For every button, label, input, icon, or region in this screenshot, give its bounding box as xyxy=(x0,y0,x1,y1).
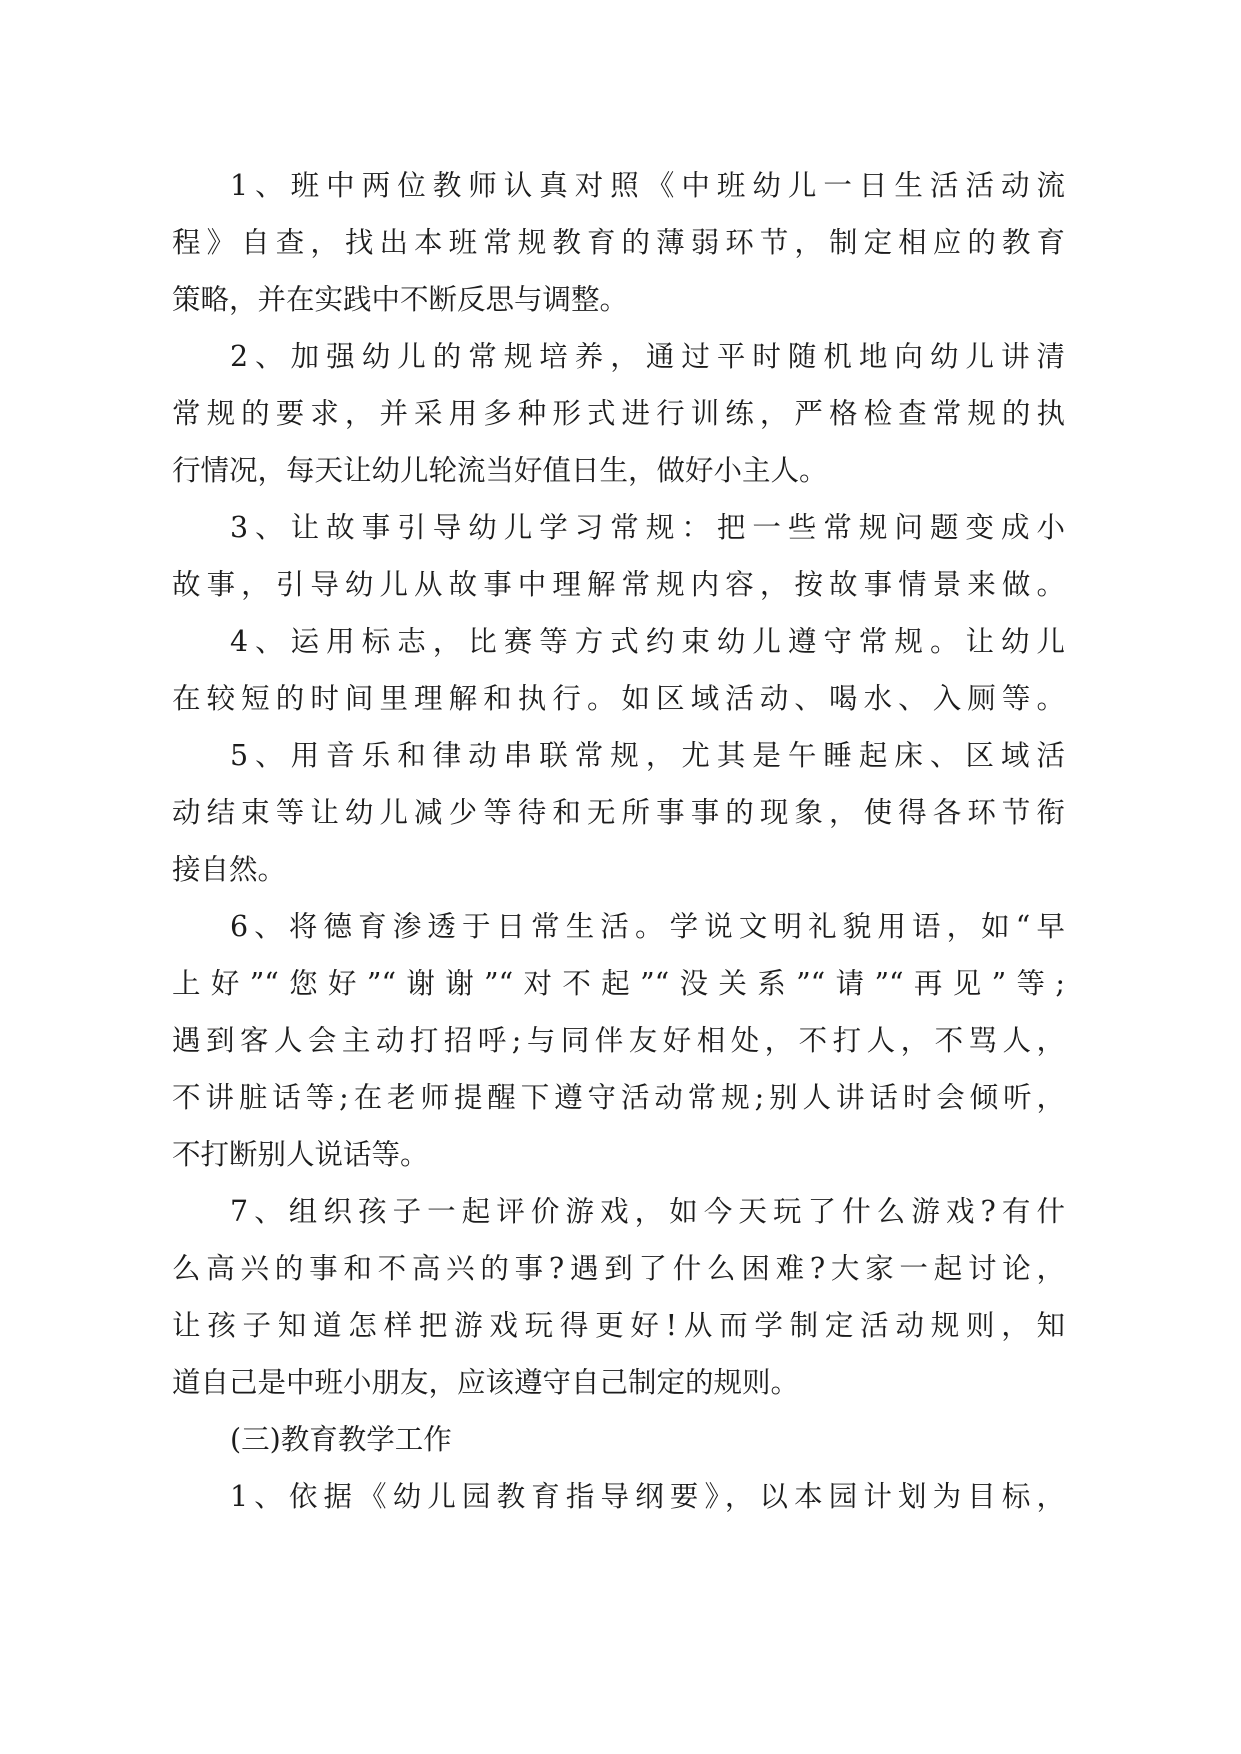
paragraph-line: 6、将德育渗透于日常生活。学说文明礼貌用语，如“早 xyxy=(230,910,1065,943)
paragraph-line: 1、依据《幼儿园教育指导纲要》，以本园计划为目标， xyxy=(230,1480,1065,1513)
paragraph-story-guidance xyxy=(172,499,1065,613)
paragraph-line: 上好”“您好”“谢谢”“对不起”“没关系”“请”“再见”等; xyxy=(172,967,1065,1000)
paragraph-line: 4、运用标志，比赛等方式约束幼儿遵守常规。让幼儿 xyxy=(230,625,1065,658)
paragraph-line: 不讲脏话等;在老师提醒下遵守活动常规;别人讲话时会倾听， xyxy=(172,1081,1065,1114)
paragraph-line: 行情况，每天让幼儿轮流当好值日生，做好小主人。 xyxy=(172,454,828,487)
section-heading-text: (三)教育教学工作 xyxy=(230,1423,452,1456)
paragraph-line: 道自己是中班小朋友，应该遵守自己制定的规则。 xyxy=(172,1366,800,1399)
paragraph-moral-education xyxy=(172,898,1065,1183)
paragraph-line: 遇到客人会主动打招呼;与同伴友好相处，不打人，不骂人， xyxy=(172,1024,1065,1057)
paragraph-line: 2、加强幼儿的常规培养，通过平时随机地向幼儿讲清 xyxy=(230,340,1065,373)
paragraph-line: 故事，引导幼儿从故事中理解常规内容，按故事情景来做。 xyxy=(172,568,1065,601)
paragraph-routine-check xyxy=(172,157,1065,328)
paragraph-line: 接自然。 xyxy=(172,853,287,886)
paragraph-line: 常规的要求，并采用多种形式进行训练，严格检查常规的执 xyxy=(172,397,1065,430)
section-heading xyxy=(172,1411,1065,1468)
paragraph-signs-competition xyxy=(172,613,1065,727)
paragraph-music-rhythm xyxy=(172,727,1065,898)
paragraph-line: 不打断别人说话等。 xyxy=(172,1138,429,1171)
paragraph-line: 动结束等让幼儿减少等待和无所事事的现象，使得各环节衔 xyxy=(172,796,1065,829)
paragraph-guideline xyxy=(172,1468,1065,1525)
paragraph-line: 在较短的时间里理解和执行。如区域活动、喝水、入厕等。 xyxy=(172,682,1065,715)
paragraph-routine-training xyxy=(172,328,1065,499)
paragraph-line: 1、班中两位教师认真对照《中班幼儿一日生活活动流 xyxy=(230,169,1065,202)
paragraph-line: 程》自查，找出本班常规教育的薄弱环节，制定相应的教育 xyxy=(172,226,1065,259)
paragraph-line: 7、组织孩子一起评价游戏，如今天玩了什么游戏?有什 xyxy=(230,1195,1065,1228)
paragraph-line: 策略，并在实践中不断反思与调整。 xyxy=(172,283,629,316)
paragraph-line: 3、让故事引导幼儿学习常规：把一些常规问题变成小 xyxy=(230,511,1065,544)
paragraph-line: 让孩子知道怎样把游戏玩得更好!从而学制定活动规则，知 xyxy=(172,1309,1065,1342)
paragraph-game-evaluation xyxy=(172,1183,1065,1411)
paragraph-line: 么高兴的事和不高兴的事?遇到了什么困难?大家一起讨论， xyxy=(172,1252,1065,1285)
paragraph-line: 5、用音乐和律动串联常规，尤其是午睡起床、区域活 xyxy=(230,739,1065,772)
document-body xyxy=(172,157,1065,1525)
